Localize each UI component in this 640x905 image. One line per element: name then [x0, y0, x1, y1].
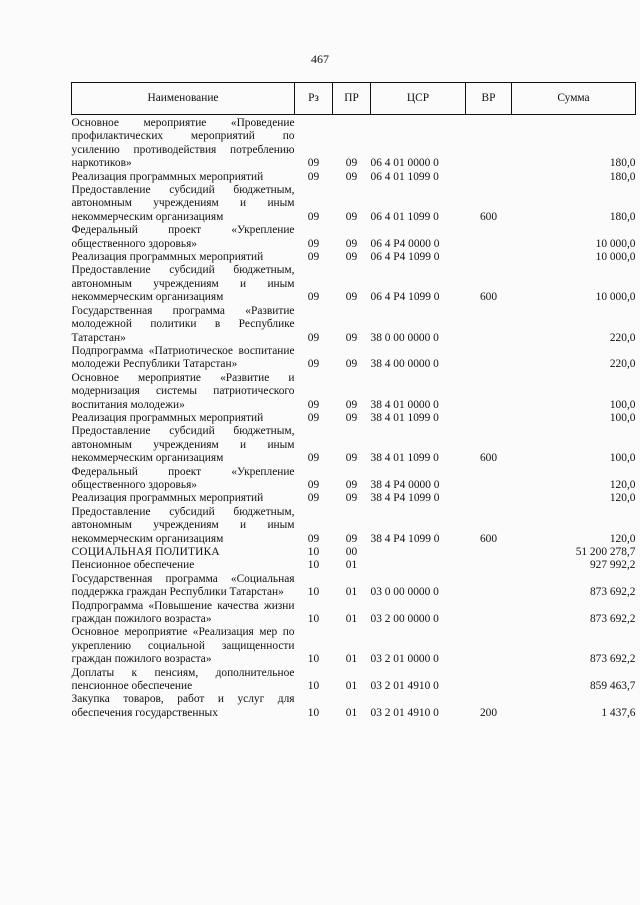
cell-sum: 180,0 — [609, 170, 636, 183]
cell-name: Закупка товаров, работ и услуг для обеспечения государственных — [71, 693, 295, 719]
cell-vr — [466, 492, 512, 505]
cell-name: Предоставление субсидий бюджетным, автономным учреждениям и иным некоммерческим организациям — [71, 184, 295, 223]
cell-rz: 09 — [307, 478, 320, 491]
cell-name: Реализация программных мероприятий — [71, 411, 264, 424]
cell-sum: 100,0 — [609, 452, 636, 465]
cell-vr — [466, 573, 512, 600]
cell-name: Подпрограмма «Патриотическое воспитание молодежи Республики Татарстан» — [71, 344, 295, 371]
cell-pr: 09 — [345, 157, 358, 170]
cell-csr: 38 4 00 0000 0 — [370, 358, 439, 371]
cell-sum: 10 000,0 — [595, 237, 636, 250]
cell-name: Реализация программных мероприятий — [71, 170, 264, 183]
table-row — [72, 506, 636, 546]
cell-csr: 38 4 01 1099 0 — [370, 411, 439, 424]
cell-pr: 01 — [345, 613, 358, 626]
table-row — [72, 626, 636, 666]
cell-rz: 10 — [307, 586, 320, 599]
table-row — [72, 412, 636, 425]
cell-pr: 00 — [345, 546, 358, 558]
cell-vr — [466, 372, 512, 412]
cell-sum: 180,0 — [609, 157, 636, 170]
cell-pr: 09 — [345, 331, 358, 344]
cell-vr: 600 — [479, 532, 498, 545]
table-body — [72, 115, 636, 721]
cell-sum: 120,0 — [609, 492, 636, 505]
table-row — [72, 546, 636, 559]
table-row — [72, 184, 636, 224]
cell-vr — [466, 224, 512, 251]
cell-sum: 873 692,2 — [589, 613, 636, 626]
cell-csr: 06 4 Р4 1099 0 — [370, 251, 440, 264]
cell-vr — [466, 412, 512, 425]
cell-vr — [466, 171, 512, 184]
cell-vr: 600 — [479, 210, 498, 223]
cell-vr: 200 — [479, 706, 498, 719]
cell-pr: 09 — [345, 251, 358, 264]
table-row — [72, 573, 636, 600]
table-row — [72, 251, 636, 264]
cell-pr: 09 — [345, 210, 358, 223]
cell-rz: 09 — [307, 251, 320, 264]
cell-name: Пенсионное обеспечение — [71, 559, 195, 572]
cell-csr: 38 4 Р4 1099 0 — [370, 492, 440, 505]
header-vr: ВР — [466, 83, 512, 115]
cell-sum: 873 692,2 — [589, 653, 636, 666]
cell-sum: 859 463,7 — [589, 680, 636, 693]
budget-table — [71, 82, 636, 720]
cell-vr: 600 — [479, 452, 498, 465]
cell-sum: 51 200 278,7 — [575, 546, 636, 558]
cell-rz: 09 — [307, 331, 320, 344]
cell-sum: 120,0 — [609, 532, 636, 545]
cell-csr: 03 2 00 0000 0 — [370, 613, 439, 626]
cell-vr: 600 — [479, 291, 498, 304]
header-sum: Сумма — [512, 83, 636, 115]
cell-vr — [466, 546, 512, 559]
cell-name: Реализация программных мероприятий — [71, 251, 264, 264]
table-row — [72, 667, 636, 694]
cell-csr: 38 4 01 1099 0 — [370, 452, 439, 465]
cell-pr: 09 — [345, 411, 358, 424]
cell-csr: 38 4 Р4 1099 0 — [370, 532, 440, 545]
cell-pr: 09 — [345, 170, 358, 183]
cell-pr: 01 — [345, 680, 358, 693]
cell-sum: 1 437,6 — [601, 706, 636, 719]
cell-vr — [466, 559, 512, 572]
header-rz: Рз — [295, 83, 333, 115]
cell-rz: 10 — [307, 613, 320, 626]
cell-sum: 10 000,0 — [595, 251, 636, 264]
cell-sum: 220,0 — [609, 331, 636, 344]
table-row — [72, 224, 636, 251]
cell-csr: 06 4 Р4 1099 0 — [370, 291, 440, 304]
cell-rz: 10 — [307, 546, 320, 558]
cell-csr: 03 2 01 4910 0 — [370, 706, 439, 719]
cell-rz: 10 — [307, 653, 320, 666]
cell-rz: 10 — [307, 706, 320, 719]
cell-rz: 09 — [307, 157, 320, 170]
cell-pr: 09 — [345, 492, 358, 505]
cell-pr: 01 — [345, 559, 358, 572]
cell-rz: 09 — [307, 237, 320, 250]
cell-name: Реализация программных мероприятий — [71, 492, 264, 505]
cell-rz: 09 — [307, 452, 320, 465]
table-row — [72, 600, 636, 627]
cell-vr — [466, 251, 512, 264]
header-pr: ПР — [333, 83, 371, 115]
cell-name: Предоставление субсидий бюджетным, автономным учреждениям и иным некоммерческим организациям — [71, 264, 295, 304]
cell-pr: 09 — [345, 478, 358, 491]
cell-pr: 09 — [345, 398, 358, 411]
cell-vr — [466, 626, 512, 666]
cell-csr: 06 4 01 0000 0 — [370, 157, 439, 170]
cell-pr: 01 — [345, 706, 358, 719]
cell-name: Основное мероприятие «Реализация мер по укреплению социальной защищенности граждан пожилого возраста» — [71, 626, 295, 666]
cell-pr: 09 — [345, 452, 358, 465]
table-row — [72, 264, 636, 304]
table-row — [72, 115, 636, 171]
header-csr: ЦСР — [371, 83, 466, 115]
cell-csr: 03 2 01 0000 0 — [370, 653, 439, 666]
cell-sum: 100,0 — [609, 411, 636, 424]
cell-name: Подпрограмма «Повышение качества жизни граждан пожилого возраста» — [71, 599, 295, 626]
cell-name: Доплаты к пенсиям, дополнительное пенсионное обеспечение — [71, 666, 295, 693]
cell-rz: 09 — [307, 210, 320, 223]
header-name: Наименование — [72, 83, 295, 115]
cell-name: СОЦИАЛЬНАЯ ПОЛИТИКА — [71, 546, 220, 558]
cell-sum: 120,0 — [609, 478, 636, 491]
cell-csr — [371, 546, 466, 559]
cell-rz: 09 — [307, 411, 320, 424]
cell-rz: 09 — [307, 398, 320, 411]
cell-pr: 09 — [345, 291, 358, 304]
cell-csr: 38 4 01 0000 0 — [370, 398, 439, 411]
cell-vr — [466, 600, 512, 627]
cell-sum: 100,0 — [609, 398, 636, 411]
cell-sum: 180,0 — [609, 210, 636, 223]
cell-csr: 38 0 00 0000 0 — [370, 331, 439, 344]
cell-name: Государственная программа «Развитие молодежной политики в Республике Татарстан» — [71, 304, 295, 344]
cell-pr: 01 — [345, 586, 358, 599]
cell-csr: 06 4 01 1099 0 — [370, 210, 439, 223]
cell-sum: 10 000,0 — [595, 291, 636, 304]
cell-rz: 09 — [307, 358, 320, 371]
cell-csr: 03 0 00 0000 0 — [370, 586, 439, 599]
cell-name: Предоставление субсидий бюджетным, автономным учреждениям и иным некоммерческим организациям — [71, 425, 295, 465]
cell-name: Государственная программа «Социальная поддержка граждан Республики Татарстан» — [71, 572, 295, 599]
cell-rz: 09 — [307, 170, 320, 183]
cell-rz: 10 — [307, 559, 320, 572]
table-row — [72, 345, 636, 372]
cell-name: Федеральный проект «Укрепление общественного здоровья» — [71, 465, 295, 491]
table-row — [72, 693, 636, 720]
cell-pr: 09 — [345, 358, 358, 371]
cell-sum: 220,0 — [609, 358, 636, 371]
table-row — [72, 425, 636, 465]
cell-vr — [466, 115, 512, 171]
cell-vr — [466, 466, 512, 493]
table-row — [72, 559, 636, 572]
cell-vr — [466, 305, 512, 345]
table-row — [72, 492, 636, 505]
cell-name: Основное мероприятие «Проведение профилактических мероприятий по усилению противодействия потреблению наркотиков» — [71, 117, 295, 170]
cell-csr: 03 2 01 4910 0 — [370, 680, 439, 693]
table-header-row — [72, 83, 636, 115]
cell-rz: 10 — [307, 680, 320, 693]
cell-pr: 09 — [345, 237, 358, 250]
cell-csr: 38 4 Р4 0000 0 — [370, 478, 440, 491]
cell-pr: 01 — [345, 653, 358, 666]
cell-csr: 06 4 01 1099 0 — [370, 170, 439, 183]
cell-name: Предоставление субсидий бюджетным, автономным учреждениям и иным некоммерческим организациям — [71, 505, 295, 545]
table-row — [72, 305, 636, 345]
cell-vr — [466, 667, 512, 694]
page-number: 467 — [311, 52, 329, 66]
cell-name: Основное мероприятие «Развитие и модернизация системы патриотического воспитания молодежи» — [71, 371, 295, 411]
cell-sum: 873 692,2 — [589, 586, 636, 599]
table-row — [72, 171, 636, 184]
cell-csr: 06 4 Р4 0000 0 — [370, 237, 440, 250]
cell-vr — [466, 345, 512, 372]
cell-csr — [371, 559, 466, 572]
cell-name: Федеральный проект «Укрепление общественного здоровья» — [71, 224, 295, 250]
table-row — [72, 466, 636, 493]
cell-rz: 09 — [307, 532, 320, 545]
cell-sum: 927 992,2 — [589, 559, 636, 572]
table-row — [72, 372, 636, 412]
cell-rz: 09 — [307, 492, 320, 505]
cell-pr: 09 — [345, 532, 358, 545]
cell-rz: 09 — [307, 291, 320, 304]
